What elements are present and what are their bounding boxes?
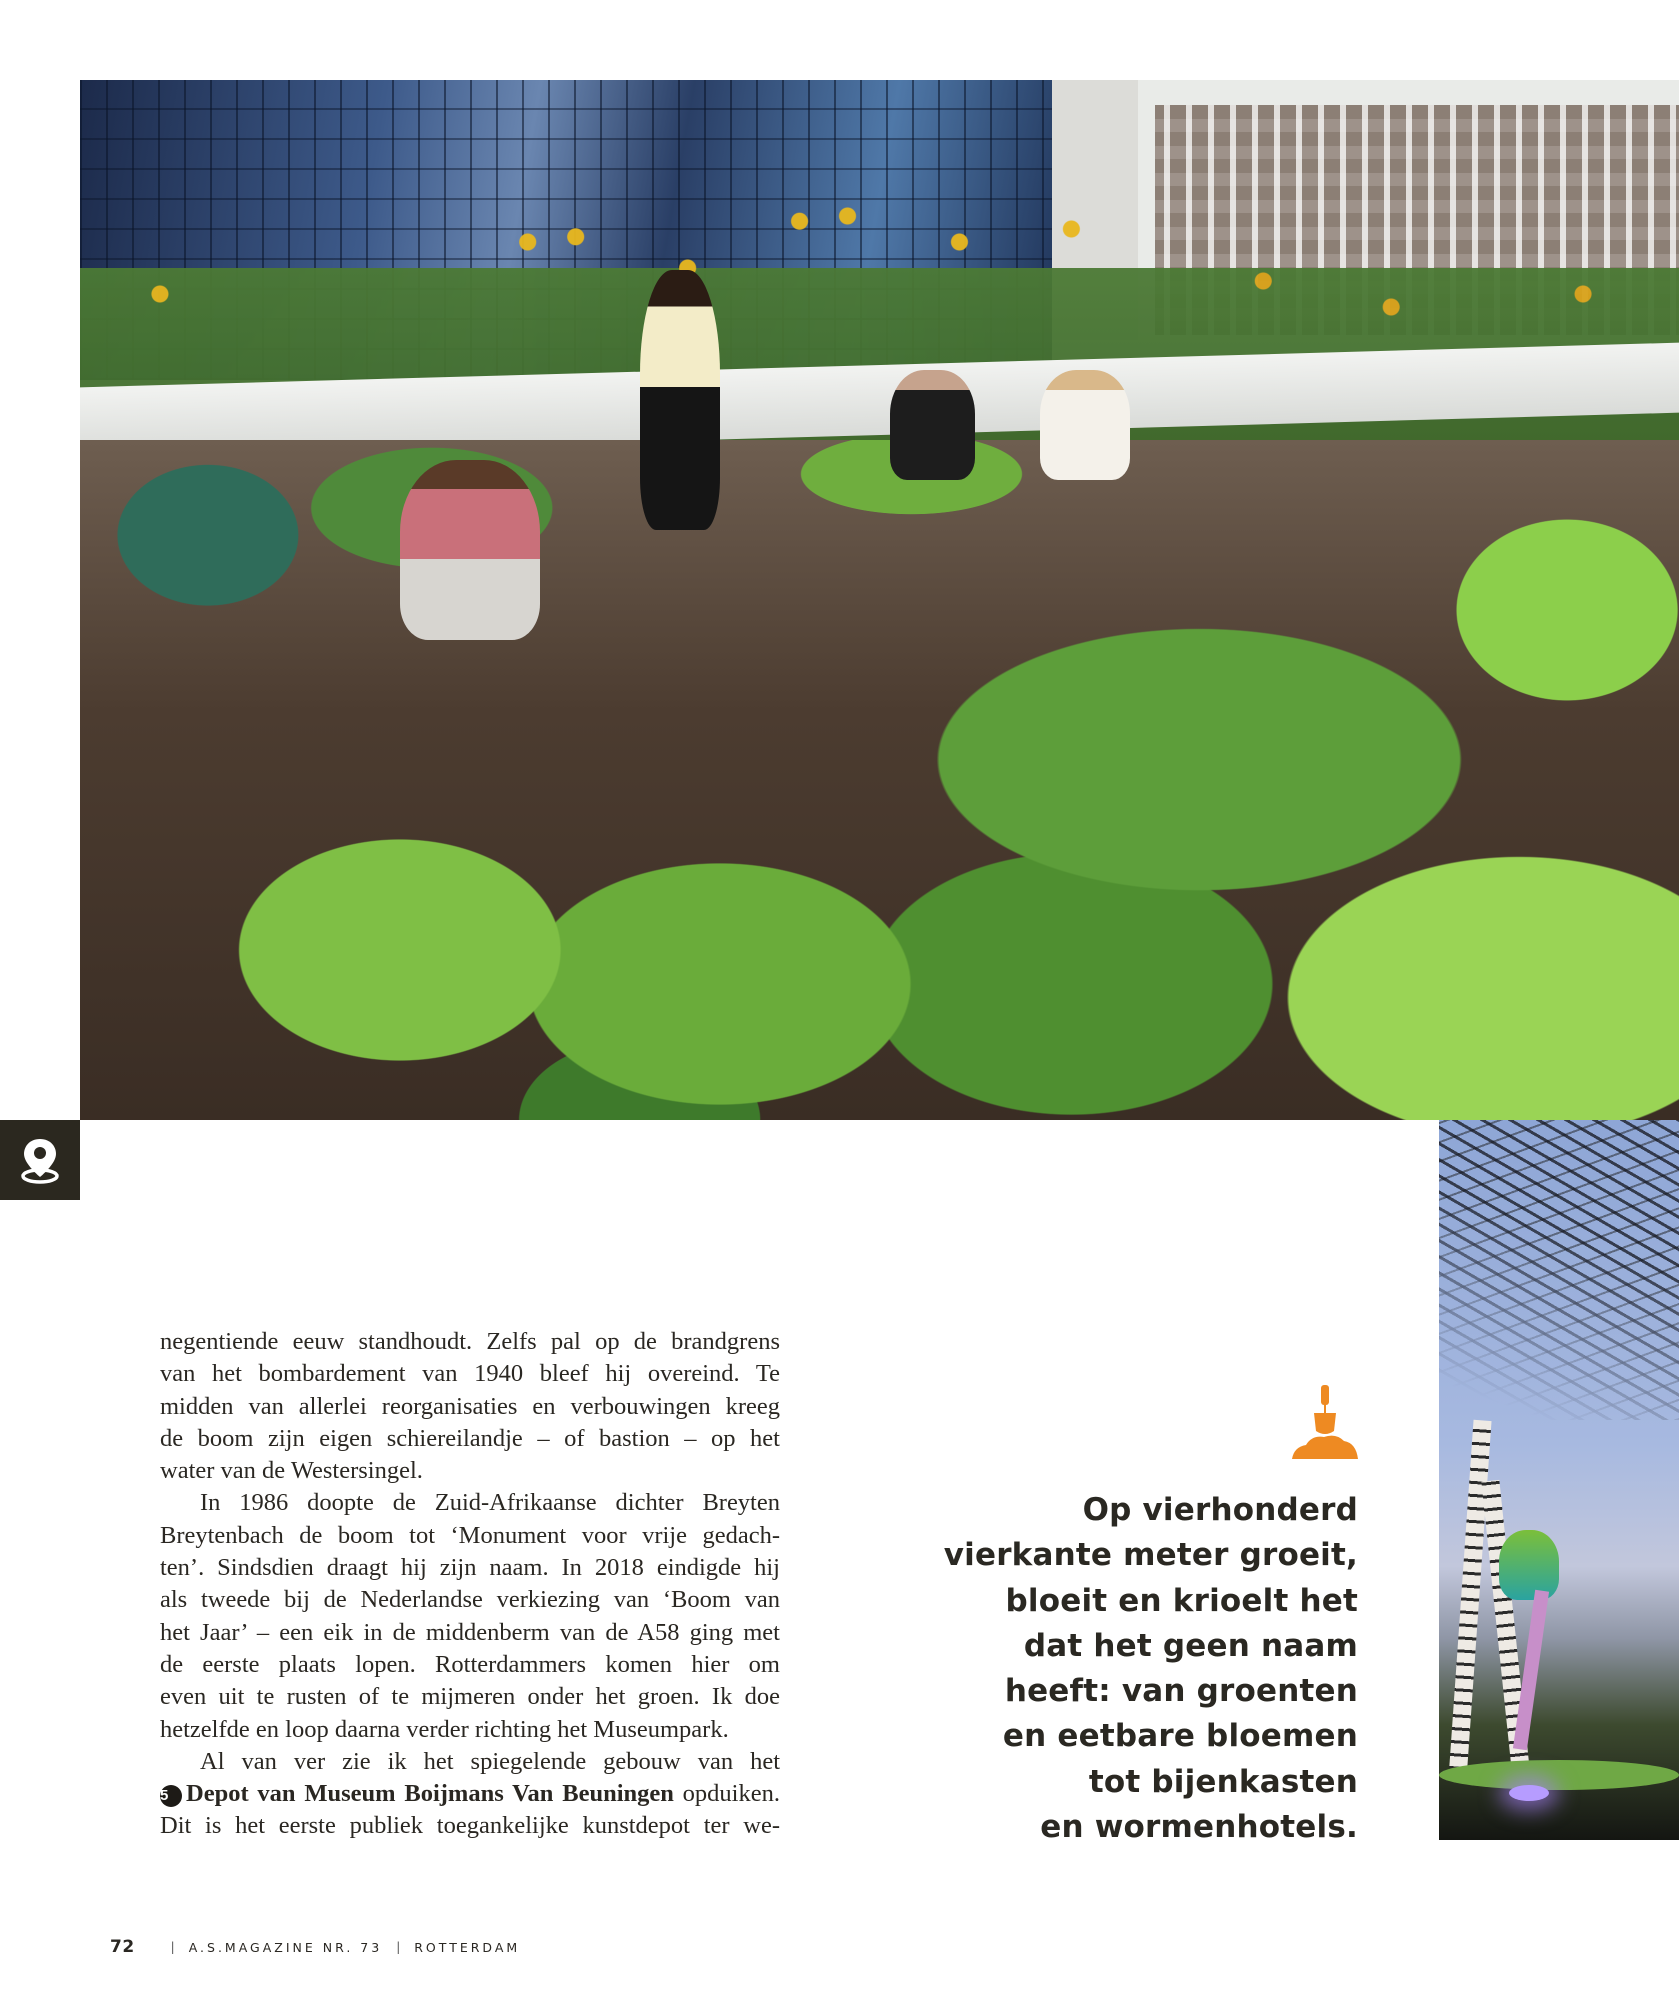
page-footer (110, 1936, 520, 1958)
pull-quote-line: Op vierhonderd (1082, 1492, 1358, 1528)
article-line: Al van ver zie ik het spiegelende gebouw van het (200, 1747, 780, 1775)
pull-quote-line: tot bijenkasten (1088, 1763, 1358, 1800)
article-line: Breytenbach de boom tot ‘Monument voor vrije gedach- (160, 1521, 780, 1549)
pull-quote (798, 1488, 1358, 1850)
article-line: van het bombardement van 1940 bleef hij overeind. Te (160, 1360, 780, 1388)
article-line: even uit te rusten of te mijmeren onder het groen. Ik doe (160, 1683, 780, 1711)
location-number-badge: 5 (160, 1785, 182, 1807)
purple-spotlight (1509, 1785, 1549, 1801)
article-line: ten’. Sindsdien draagt hij zijn naam. In 2018 eindigde hij (160, 1554, 780, 1582)
trowel-in-soil-icon (1290, 1383, 1360, 1463)
article-line: Dit is het eerste publiek toegankelijke kunstdepot ter we- (160, 1812, 780, 1840)
location-marker (0, 1120, 80, 1200)
birch-trunk (1448, 1420, 1491, 1780)
article-line: als tweede bij de Nederlandse verkiezing van ‘Boom van (160, 1586, 780, 1614)
article-line: water van de Westersingel. (160, 1457, 423, 1485)
gardener-standing (640, 270, 720, 530)
park-sculpture-photo (1439, 1120, 1679, 1840)
gardener-black-shirt (890, 370, 975, 480)
article-line: negentiende eeuw standhoudt. Zelfs pal op de brandgrens (160, 1328, 780, 1355)
article-line: midden van allerlei reorganisaties en verbouwingen kreeg (160, 1392, 780, 1420)
pull-quote-line: en eetbare bloemen (1002, 1718, 1358, 1755)
map-pin-icon (18, 1135, 62, 1185)
magazine-issue: A.S.MAGAZINE NR. 73 (188, 1939, 383, 1955)
article-line: het Jaar’ – een eik in de middenberm van de A58 ging met (160, 1618, 780, 1646)
article-body (160, 1326, 780, 1843)
lit-lawn (1439, 1760, 1679, 1790)
page-number: 72 (110, 1937, 135, 1957)
article-line-location (160, 1778, 780, 1810)
location-name: Depot van Museum Boijmans Van Beuningen (186, 1780, 674, 1808)
section-name: ROTTERDAM (414, 1939, 521, 1955)
vegetable-beds (80, 440, 1679, 1120)
sculpture-head (1499, 1530, 1559, 1600)
pull-quote-line: en wormenhotels. (1040, 1809, 1358, 1846)
tree-branches (1439, 1120, 1679, 1420)
pull-quote-line: dat het geen naam (1023, 1627, 1358, 1664)
gardener-white-shirt (1040, 370, 1130, 480)
pull-quote-line: heeft: van groenten (1004, 1673, 1358, 1710)
pull-quote-line: bloeit en krioelt het (1005, 1582, 1358, 1619)
footer-separator: | (170, 1940, 175, 1954)
article-line: de eerste plaats lopen. Rotterdammers komen hier om (160, 1650, 780, 1678)
article-line: hetzelfde en loop daarna verder richting het Museumpark. (160, 1715, 729, 1743)
article-line: In 1986 doopte de Zuid-Afrikaanse dichter Breyten (200, 1489, 780, 1517)
pull-quote-line: vierkante meter groeit, (943, 1537, 1358, 1574)
article-line: de boom zijn eigen schiereilandje – of bastion – op het (160, 1424, 780, 1452)
gardener-plaid-shirt (400, 460, 540, 640)
rooftop-garden-photo (80, 80, 1679, 1120)
location-after-text: opduiken. (673, 1780, 780, 1808)
footer-separator: | (396, 1940, 401, 1954)
